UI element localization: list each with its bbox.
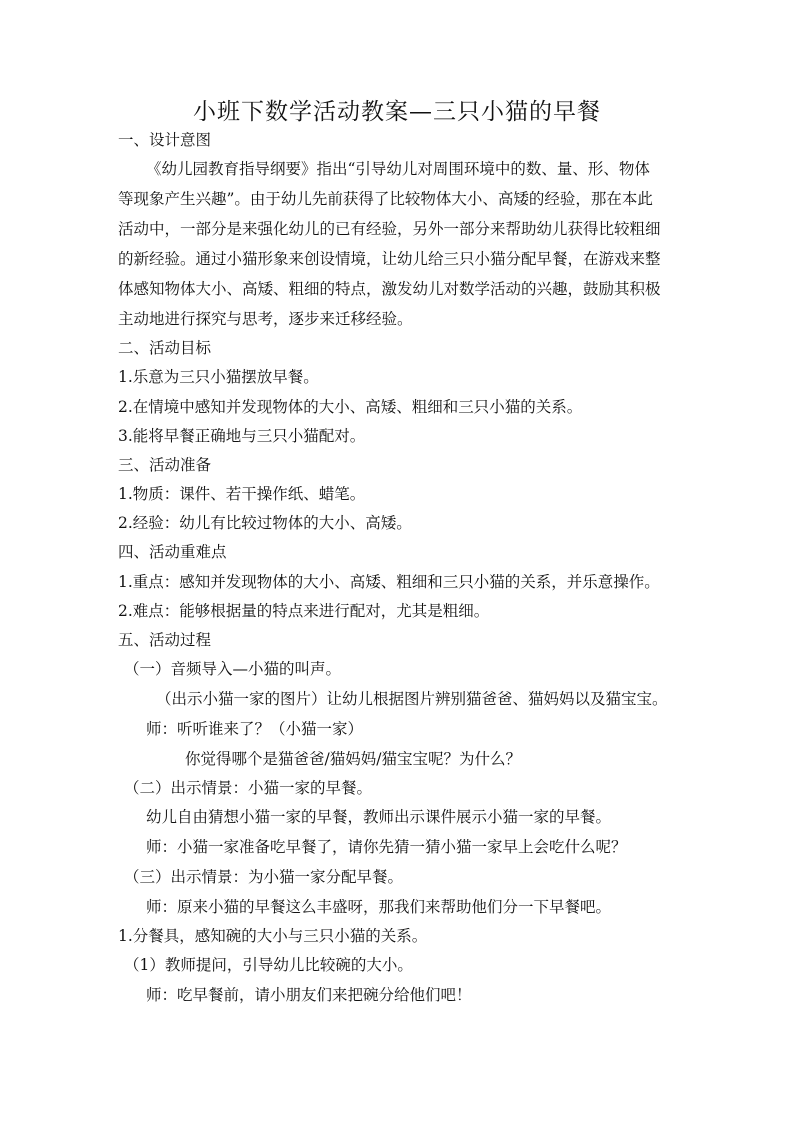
paragraph-line: 主动地进行探究与思考，逐步来迁移经验。 <box>118 310 413 328</box>
section-heading-goals: 二、活动目标 <box>118 339 212 357</box>
list-item: 2.经验：幼儿有比较过物体的大小、高矮。 <box>118 514 412 532</box>
list-item: 2.难点：能够根据量的特点来进行配对，尤其是粗细。 <box>118 602 490 620</box>
section-heading-preparation: 三、活动准备 <box>118 456 212 474</box>
list-item: 3.能将早餐正确地与三只小猫配对。 <box>118 427 366 445</box>
list-item: 1.乐意为三只小猫摆放早餐。 <box>118 368 319 386</box>
section-heading-key-points: 四、活动重难点 <box>118 543 227 561</box>
paragraph-line: 活动中，一部分是来强化幼儿的已有经验，另外一部分来帮助幼儿获得比较粗细 <box>118 220 661 238</box>
dialogue-line: 师：原来小猫的早餐这么丰盛呀，那我们来帮助他们分一下早餐吧。 <box>146 898 612 916</box>
paragraph-line: 幼儿自由猜想小猫一家的早餐，教师出示课件展示小猫一家的早餐。 <box>146 808 612 826</box>
section-heading-design-intent: 一、设计意图 <box>118 131 212 149</box>
dialogue-line: 师：小猫一家准备吃早餐了，请你先猜一猜小猫一家早上会吃什么呢？ <box>146 838 627 856</box>
section-heading-process: 五、活动过程 <box>118 631 212 649</box>
dialogue-line: 你觉得哪个是猫爸爸/猫妈妈/猫宝宝呢？为什么？ <box>185 750 521 768</box>
dialogue-line: 师：听听谁来了？（小猫一家） <box>146 720 364 738</box>
paragraph-line: 《幼儿园教育指导纲要》指出“引导幼儿对周围环境中的数、量、形、物体 <box>146 160 650 178</box>
paragraph-line: 等现象产生兴趣”。由于幼儿先前获得了比较物体大小、高矮的经验，那在本此 <box>118 190 653 208</box>
list-item: 1.重点：感知并发现物体的大小、高矮、粗细和三只小猫的关系，并乐意操作。 <box>118 573 660 591</box>
list-item: 2.在情境中感知并发现物体的大小、高矮、粗细和三只小猫的关系。 <box>118 398 583 416</box>
dialogue-line: 师：吃早餐前，请小朋友们来把碗分给他们吧！ <box>146 986 472 1004</box>
document-title: 小班下数学活动教案—三只小猫的早餐 <box>193 99 601 125</box>
subsection-heading: （三）出示情景：为小猫一家分配早餐。 <box>124 868 404 886</box>
list-item: 1.物质：课件、若干操作纸、蜡笔。 <box>118 485 366 503</box>
paragraph-line: 的新经验。通过小猫形象来创设情境，让幼儿给三只小猫分配早餐，在游戏来整 <box>118 250 661 268</box>
subsection-heading: （一）音频导入—小猫的叫声。 <box>124 660 342 678</box>
paragraph-line: 体感知物体大小、高矮、粗细的特点，激发幼儿对数学活动的兴趣，鼓励其积极 <box>118 280 661 298</box>
subsection-heading: （二）出示情景：小猫一家的早餐。 <box>124 779 373 797</box>
list-item: 1.分餐具，感知碗的大小与三只小猫的关系。 <box>118 927 428 945</box>
paragraph-line: （出示小猫一家的图片）让幼儿根据图片辨别猫爸爸、猫妈妈以及猫宝宝。 <box>156 690 668 708</box>
list-item: （1）教师提问，引导幼儿比较碗的大小。 <box>124 956 413 974</box>
